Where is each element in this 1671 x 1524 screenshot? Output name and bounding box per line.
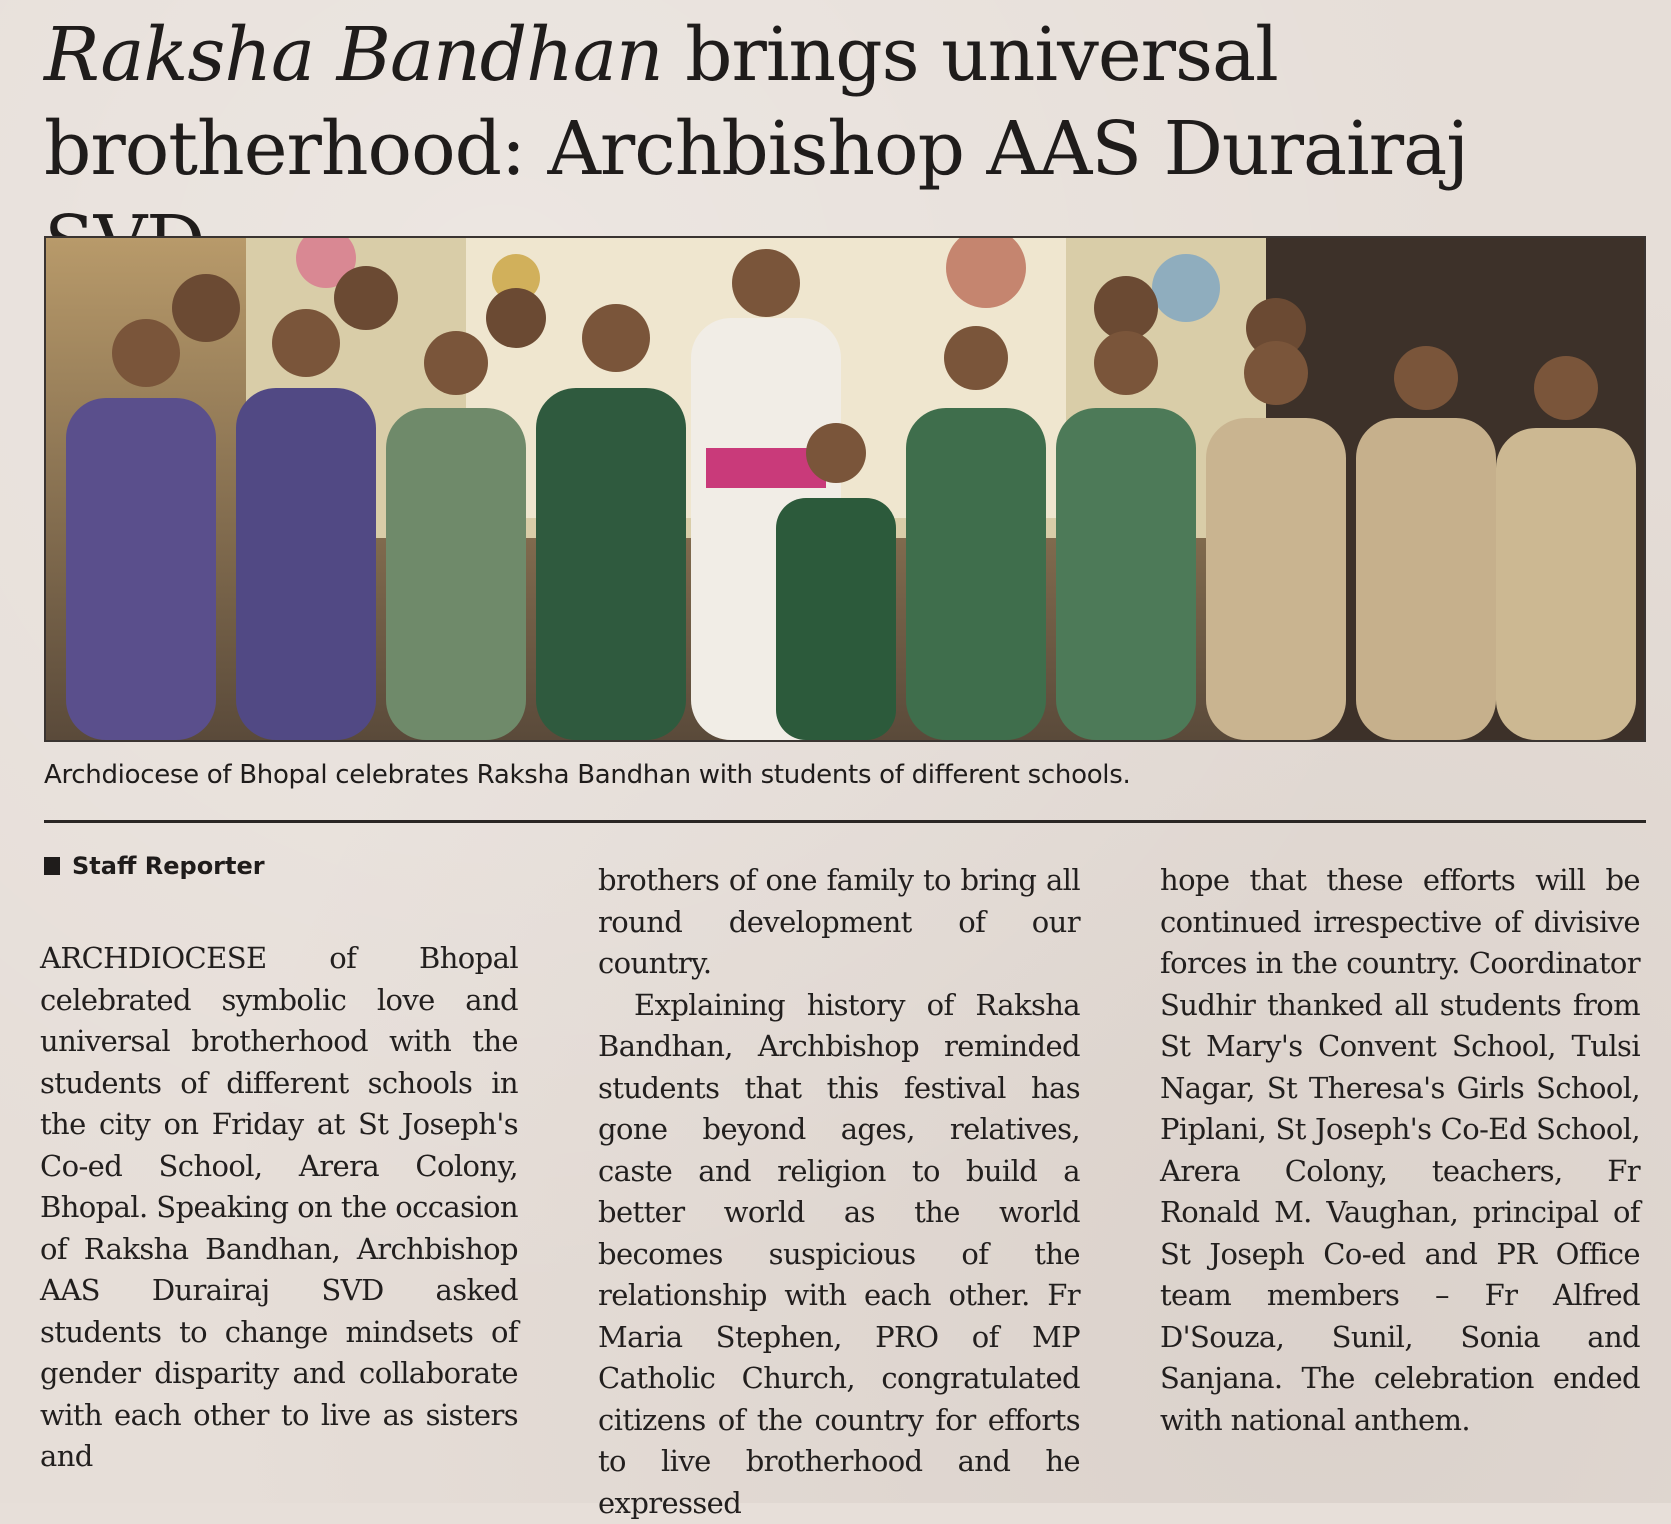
article-column-3 bbox=[1160, 860, 1640, 1441]
photo-caption: Archdiocese of Bhopal celebrates Raksha Bandhan with students of different schools. bbox=[44, 760, 1644, 790]
group-photo-image bbox=[46, 238, 1644, 740]
group-photo bbox=[44, 236, 1646, 742]
headline-line2: brotherhood: Archbishop AAS Durairaj bbox=[44, 106, 1468, 286]
byline-square-icon bbox=[44, 857, 60, 875]
byline bbox=[44, 852, 265, 880]
caption-divider bbox=[44, 820, 1646, 823]
headline-italic: Raksha Bandhan bbox=[44, 12, 663, 98]
column-3-paragraph: hope that these efforts will be continued irrespective of divisive forces in the country. Coordinator Sudhir thanked all students from St Mary's Convent School, Tulsi Nagar, St Theresa's Girls School, Piplani, St Joseph's Co-Ed School, Arera Colony, teachers, Fr Ronald M. Vaughan, principal of St Joseph Co-ed and PR Office team members – Fr Alfred D'Souza, Sunil, Sonia and Sanjana. The celebration ended with national anthem. bbox=[1160, 860, 1640, 1441]
column-2-paragraph-1: brothers of one family to bring all round development of our country. bbox=[598, 860, 1080, 985]
byline-text: Staff Reporter bbox=[72, 852, 265, 880]
column-1-paragraph: ARCHDIOCESE of Bhopal celebrated symbolic love and universal brotherhood with the students of different schools in the city on Friday at St Joseph's Co-ed School, Arera Colony, Bhopal. Speaking on the occasion of Raksha Bandhan, Archbishop AAS Durairaj SVD asked students to change mindsets of gender disparity and collaborate with each other to live as sisters and bbox=[40, 938, 518, 1478]
column-2-paragraph-2: Explaining history of Raksha Bandhan, Archbishop reminded students that this festival has gone beyond ages, relatives, caste and religion to build a better world as the world becomes suspicious of the relationship with each other. Fr Maria Stephen, PRO of MP Catholic Church, congratulated citizens of the country for efforts to live brotherhood and he expressed bbox=[598, 985, 1080, 1524]
headline-rest: brings universal bbox=[663, 12, 1278, 98]
article-column-2 bbox=[598, 860, 1080, 1524]
article-column-1 bbox=[40, 938, 518, 1478]
